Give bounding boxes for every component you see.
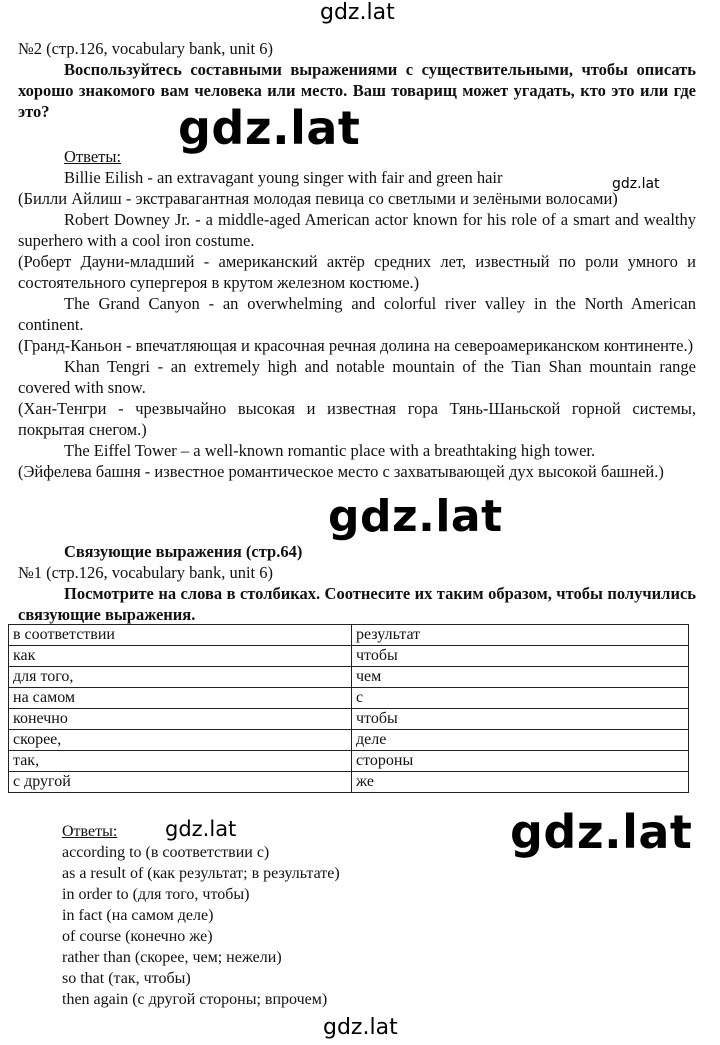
watermark-large: gdz.lat [510,805,693,859]
answer-ru: (Эйфелева башня - известное романтическое место с захватывающей дух высокой башней.) [18,462,664,481]
table-cell: чем [352,667,689,688]
table-cell: результат [352,625,689,646]
answer-item: rather than (скорее, чем; нежели) [62,949,282,966]
answers-label: Ответы: [64,147,122,166]
table-cell: конечно [9,709,352,730]
table-row [9,646,689,667]
table-cell: же [352,772,689,793]
watermark-large: gdz.lat [178,101,361,155]
answer-en: Robert Downey Jr. - a middle-aged American actor known for his role of a smart and wealthy superhero with a cool iron costume. [18,210,696,250]
table-cell: для того, [9,667,352,688]
table-cell: в соответствии [9,625,352,646]
section-connectors [18,541,696,625]
answer-item: then again (с другой стороны; впрочем) [62,991,328,1008]
watermark-top: gdz.lat [320,0,395,25]
answer-ru: (Гранд-Каньон - впечатляющая и красочная речная долина на североамериканском континенте.) [18,336,694,355]
table-row [9,730,689,751]
task1-answers [62,817,340,1010]
watermark-small: gdz.lat [165,817,237,841]
answer-item: so that (так, чтобы) [62,970,191,987]
table-cell: с [352,688,689,709]
watermark-bottom: gdz.lat [323,1015,398,1040]
table-cell: чтобы [352,709,689,730]
table-cell: чтобы [352,646,689,667]
answer-en: Billie Eilish - an extravagant young singer with fair and green hair [64,168,503,187]
task2-number: №2 (стр.126, vocabulary bank, unit 6) [18,39,274,58]
table-row [9,625,689,646]
table-cell: на самом [9,688,352,709]
task1-number: №1 (стр.126, vocabulary bank, unit 6) [18,563,274,582]
answer-ru: (Билли Айлиш - экстравагантная молодая певица со светлыми и зелёными волосами) [18,189,618,208]
task2-instruction: Воспользуйтесь составными выражениями с существительными, чтобы описать хорошо знакомого вам человека или место. Ваш товарищ может угадать, кто это или где это? [18,60,696,121]
answer-item: according to (в соответствии с) [62,844,270,861]
table-cell: так, [9,751,352,772]
table-row [9,751,689,772]
table-cell: стороны [352,751,689,772]
answer-en: The Grand Canyon - an overwhelming and colorful river valley in the North American continent. [18,294,696,334]
table-row [9,772,689,793]
table-cell: скорее, [9,730,352,751]
table-cell: деле [352,730,689,751]
answer-item: in order to (для того, чтобы) [62,886,250,903]
answer-item: of course (конечно же) [62,928,213,945]
answer-ru: (Хан-Тенгри - чрезвычайно высокая и известная гора Тянь-Шаньской горной системы, покрытая снегом.) [18,399,696,439]
table-row [9,709,689,730]
answer-item: in fact (на самом деле) [62,907,214,924]
task2-header [18,38,696,122]
watermark-large: gdz.lat [328,491,503,542]
matching-table [8,624,689,793]
answer-item: as a result of (как результат; в результате) [62,865,340,882]
answer-ru: (Роберт Дауни-младший - американский актёр средних лет, известный по роли умного и состоятельного супергероя в крутом железном костюме.) [18,252,696,292]
answer-en: Khan Tengri - an extremely high and notable mountain of the Tian Shan mountain range covered with snow. [18,357,696,397]
table-cell: как [9,646,352,667]
answers-label: Ответы: [62,823,118,840]
answer-en: The Eiffel Tower – a well-known romantic place with a breathtaking high tower. [64,441,596,460]
table-row [9,667,689,688]
watermark-small: gdz.lat [612,176,660,192]
section-title: Связующие выражения (стр.64) [64,542,303,561]
task2-answers [18,146,696,482]
table-row [9,688,689,709]
table-cell: с другой [9,772,352,793]
task1-instruction: Посмотрите на слова в столбиках. Соотнесите их таким образом, чтобы получились связующие выражения. [18,584,696,624]
